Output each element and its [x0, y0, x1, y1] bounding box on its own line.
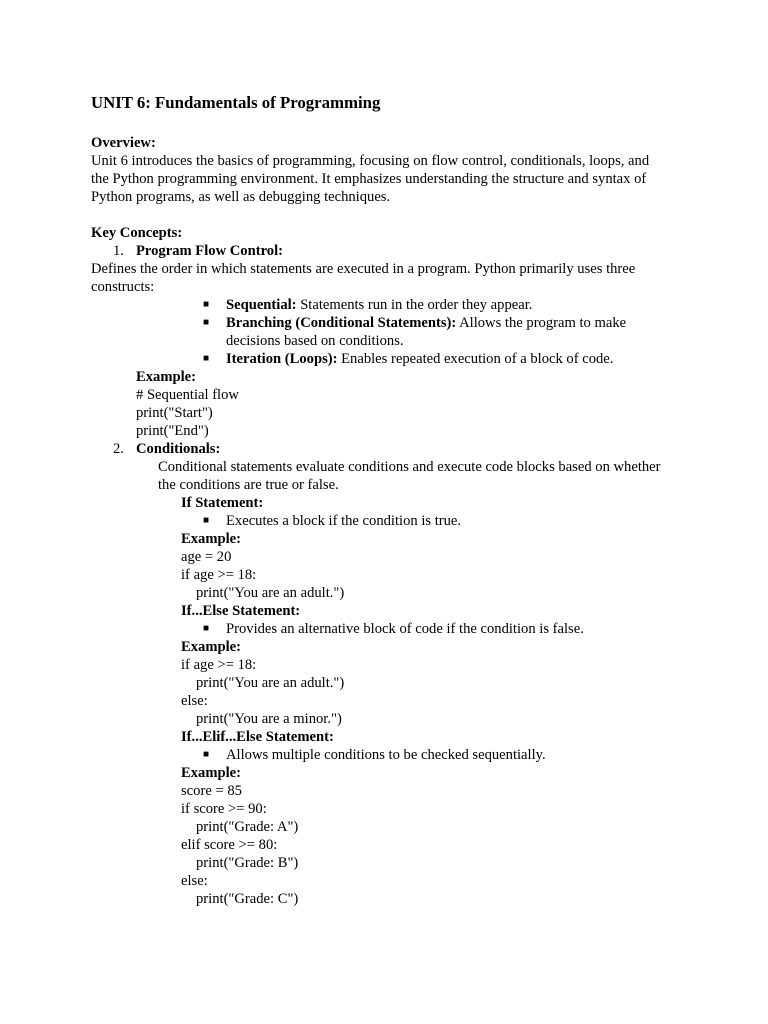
- code-line: elif score >= 80:: [181, 837, 278, 853]
- item-title: Conditionals:: [136, 441, 221, 457]
- if-statement-heading: If Statement:: [181, 495, 264, 511]
- code-line: else:: [181, 873, 208, 889]
- bullet-text-continuation: decisions based on conditions.: [226, 333, 404, 349]
- square-bullet-icon: ■: [203, 299, 210, 310]
- item-number: 1.: [113, 243, 124, 259]
- list-item: [203, 512, 691, 530]
- code-line: print("You are an adult."): [196, 585, 345, 601]
- bullet-text: Executes a block if the condition is true.: [226, 513, 462, 529]
- if-else-bullet-list: [91, 620, 691, 638]
- square-bullet-icon: ■: [203, 749, 210, 760]
- flow-desc-line: Defines the order in which statements are executed in a program. Python primarily uses three: [91, 261, 636, 277]
- list-item: [203, 746, 691, 764]
- item-program-flow-control: [91, 242, 691, 260]
- flow-bullet-list: [91, 296, 691, 368]
- list-item: [203, 314, 691, 350]
- bullet-text: Enables repeated execution of a block of code.: [337, 351, 614, 367]
- code-line: if age >= 18:: [181, 567, 257, 583]
- code-line: # Sequential flow: [136, 387, 239, 403]
- square-bullet-icon: ■: [203, 515, 210, 526]
- code-line: print("Grade: A"): [196, 819, 299, 835]
- bullet-label: Sequential:: [226, 297, 297, 313]
- square-bullet-icon: ■: [203, 623, 210, 634]
- code-line: else:: [181, 693, 208, 709]
- bullet-text: Allows the program to make: [456, 315, 627, 331]
- key-concepts-heading: Key Concepts:: [91, 225, 183, 241]
- conditionals-desc-line: the conditions are true or false.: [158, 477, 339, 493]
- page-title: UNIT 6: Fundamentals of Programming: [91, 93, 381, 112]
- list-item: [203, 350, 691, 368]
- bullet-text: Allows multiple conditions to be checked sequentially.: [226, 747, 546, 763]
- conditionals-desc-line: Conditional statements evaluate conditions and execute code blocks based on whether: [158, 459, 661, 475]
- document-page: [91, 92, 691, 908]
- square-bullet-icon: ■: [203, 317, 210, 328]
- code-line: print("Start"): [136, 405, 213, 421]
- bullet-label: Iteration (Loops):: [226, 351, 338, 367]
- item-number: 2.: [113, 441, 124, 457]
- bullet-text: Provides an alternative block of code if the condition is false.: [226, 621, 584, 637]
- overview-line: Python programs, as well as debugging techniques.: [91, 189, 391, 205]
- code-line: print("You are an adult."): [196, 675, 345, 691]
- example-label: Example:: [136, 369, 196, 385]
- if-elif-else-heading: If...Elif...Else Statement:: [181, 729, 334, 745]
- code-line: print("Grade: C"): [196, 891, 299, 907]
- list-item: [203, 296, 691, 314]
- code-line: score = 85: [181, 783, 242, 799]
- item-conditionals: [91, 440, 691, 458]
- if-elif-else-bullet-list: [91, 746, 691, 764]
- code-line: if score >= 90:: [181, 801, 267, 817]
- code-line: print("End"): [136, 423, 209, 439]
- code-line: if age >= 18:: [181, 657, 257, 673]
- overview-line: Unit 6 introduces the basics of programming, focusing on flow control, conditionals, loops, and: [91, 153, 650, 169]
- square-bullet-icon: ■: [203, 353, 210, 364]
- bullet-text: Statements run in the order they appear.: [296, 297, 533, 313]
- example-label: Example:: [181, 639, 241, 655]
- bullet-label: Branching (Conditional Statements):: [226, 315, 457, 331]
- if-bullet-list: [91, 512, 691, 530]
- flow-desc-line: constructs:: [91, 279, 155, 295]
- code-line: print("You are a minor."): [196, 711, 342, 727]
- overview-heading: Overview:: [91, 135, 156, 151]
- code-line: print("Grade: B"): [196, 855, 299, 871]
- example-label: Example:: [181, 531, 241, 547]
- code-line: age = 20: [181, 549, 232, 565]
- item-title: Program Flow Control:: [136, 243, 283, 259]
- overview-line: the Python programming environment. It emphasizes understanding the structure and syntax of: [91, 171, 647, 187]
- list-item: [203, 620, 691, 638]
- example-label: Example:: [181, 765, 241, 781]
- if-else-heading: If...Else Statement:: [181, 603, 301, 619]
